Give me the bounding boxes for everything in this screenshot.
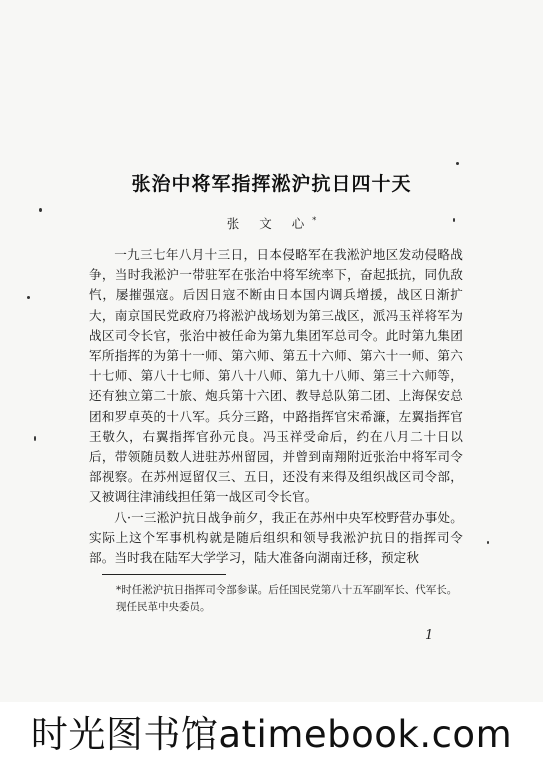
- scan-speck: [39, 208, 42, 212]
- article-title: 张治中将军指挥淞沪抗日四十天: [131, 173, 412, 195]
- scan-speck: [487, 541, 489, 544]
- author-line: [0, 214, 543, 232]
- author-name: 张 文 心: [226, 216, 313, 231]
- scan-speck: [27, 296, 30, 299]
- page-number: 1: [425, 628, 434, 643]
- paragraph-1: 一九三七年八月十三日，日本侵略军在我淞沪地区发动侵略战争，当时我淞沪一带驻军在张治中将军统率下，奋起抵抗，同仇敌忾，屡摧强寇。后因日寇不断由日本国内调兵增援，战区日渐扩大，南京国民党政府乃将淞沪战场划为第三战区，派冯玉祥将军为战区司令长官，张治中被任命为第九集团军总司令。此时第九集团军所指挥的为第十一师、第六师、第五十六师、第六十一师、第六十七师、第八十七师、第八十八师、第九十八师、第三十六师等，还有独立第二十旅、炮兵第十六团、教导总队第二团、上海保安总团和罗卓英的十八军。兵分三路，中路指挥官宋希濂，左翼指挥官王敬久，右翼指挥官孙元良。冯玉祥受命后，约在八月二十日以后，带领随员数人进驻苏州留园，并曾到南翔附近张治中将军司令部视察。在苏州逗留仅三、五日，还没有来得及组织战区司令部，又被调往津浦线担任第一战区司令长官。: [89, 247, 463, 505]
- footnote: *时任淞沪抗日指挥司令部参谋。后任国民党第八十五军副军长、代军长。现任民革中央委员。: [116, 584, 458, 613]
- footnote-divider: [102, 574, 226, 575]
- site-watermark: 时光图书馆atimebook.com: [0, 702, 543, 768]
- article-body: [89, 245, 463, 568]
- scan-speck: [34, 436, 36, 441]
- scan-speck: [453, 218, 455, 222]
- author-footnote-mark: *: [312, 215, 317, 225]
- scan-speck: [456, 162, 459, 165]
- paragraph-2: 八·一三淞沪抗日战争前夕，我正在苏州中央军校野营办事处。实际上这个军事机构就是随后组织和领导我淞沪抗日的指挥司令部。当时我在陆军大学学习，陆大准备向湖南迁移，预定秋: [89, 509, 463, 566]
